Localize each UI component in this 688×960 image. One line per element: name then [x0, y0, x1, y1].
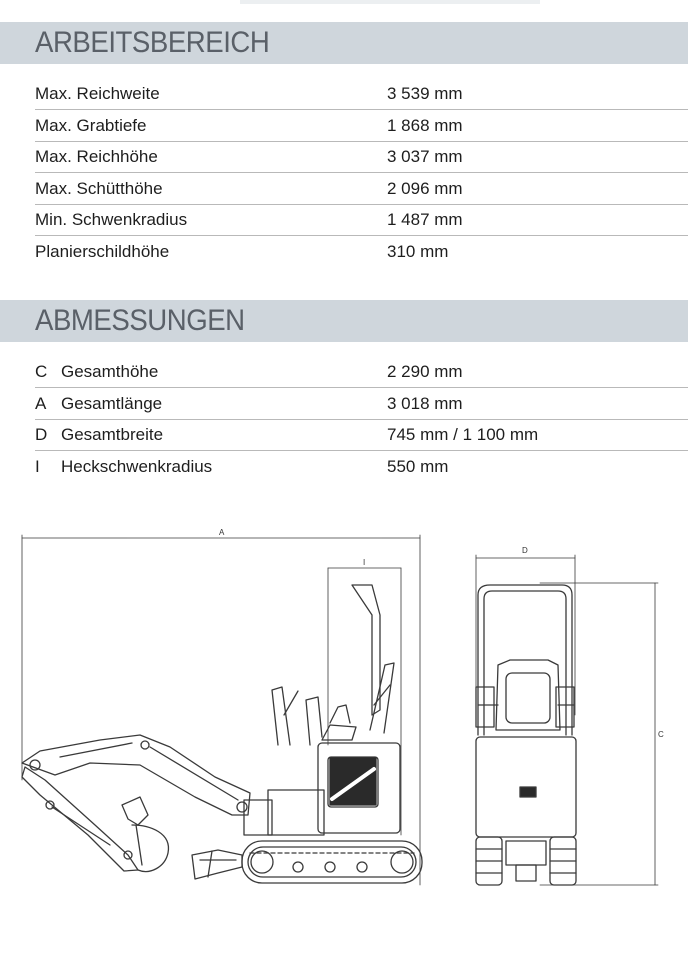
- table-row: [35, 356, 688, 388]
- table-row: [35, 173, 688, 205]
- front-body: [476, 737, 576, 837]
- side-track: [242, 841, 422, 883]
- roll-bar: [352, 585, 380, 715]
- dimension-line-d: [476, 555, 575, 715]
- table-row: [35, 78, 688, 110]
- spec-value: 1 487 mm: [387, 210, 463, 229]
- spec-label: Max. Reichweite: [35, 84, 160, 103]
- table-row: [35, 388, 688, 420]
- excavator-boom: [22, 735, 250, 815]
- spec-value: 2 096 mm: [387, 179, 463, 198]
- spec-label: Min. Schwenkradius: [35, 210, 188, 229]
- dim-label-a: A: [219, 528, 225, 537]
- table-row: [35, 419, 688, 451]
- table-row: [35, 110, 688, 142]
- excavator-arm: [22, 767, 138, 871]
- spec-value: 3 539 mm: [387, 84, 463, 103]
- spec-code: I: [35, 457, 40, 476]
- excavator-drawing: [0, 515, 688, 905]
- spec-label: Heckschwenkradius: [61, 457, 213, 476]
- dim-label-d: D: [522, 546, 528, 555]
- spec-value: 310 mm: [387, 242, 449, 261]
- spec-label: Gesamtbreite: [61, 425, 164, 444]
- dimension-line-c: [540, 583, 658, 885]
- work-range-header: [0, 22, 688, 64]
- spec-value: 1 868 mm: [387, 116, 463, 135]
- table-row: [35, 204, 688, 236]
- spec-code: D: [35, 425, 48, 444]
- spec-label: Gesamthöhe: [61, 362, 159, 381]
- spec-value: 2 290 mm: [387, 362, 463, 381]
- dim-label-i: I: [363, 558, 366, 567]
- spec-value: 3 037 mm: [387, 147, 463, 166]
- dozer-blade: [192, 850, 242, 879]
- spec-value: 550 mm: [387, 457, 449, 476]
- engine-grille: [330, 758, 376, 805]
- spec-label: Gesamtlänge: [61, 394, 163, 413]
- table-row: [35, 141, 688, 173]
- dim-label-c: C: [658, 730, 664, 739]
- spec-label: Max. Reichhöhe: [35, 147, 158, 166]
- top-edge-shade: [240, 0, 540, 4]
- spec-code: A: [35, 394, 47, 413]
- excavator-bucket: [122, 797, 168, 871]
- dimensions-title: ABMESSUNGEN: [35, 304, 245, 337]
- front-tracks: [476, 837, 576, 885]
- spec-code: C: [35, 362, 48, 381]
- dimensions-header: [0, 300, 688, 342]
- table-row: [35, 451, 688, 482]
- spec-value: 3 018 mm: [387, 394, 463, 413]
- operator-seat: [272, 663, 394, 745]
- front-seat: [476, 660, 574, 730]
- spec-value: 745 mm / 1 100 mm: [387, 425, 539, 444]
- table-row: [35, 236, 688, 267]
- work-range-title: ARBEITSBEREICH: [35, 26, 270, 59]
- spec-label: Max. Grabtiefe: [35, 116, 147, 135]
- spec-label: Max. Schütthöhe: [35, 179, 163, 198]
- spec-label: Planierschildhöhe: [35, 242, 170, 261]
